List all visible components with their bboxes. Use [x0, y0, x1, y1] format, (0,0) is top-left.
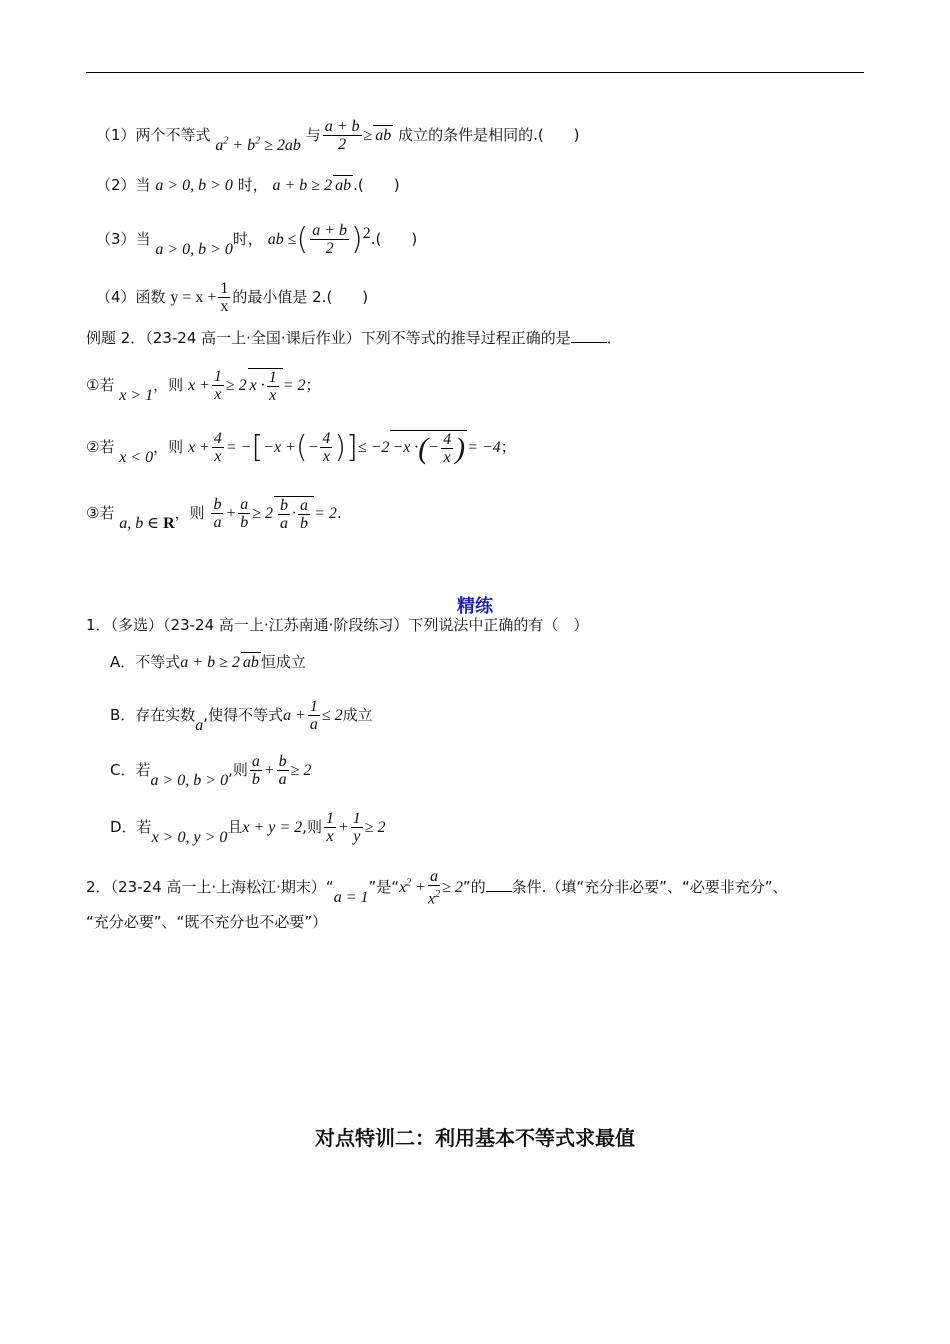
question-1-option-a: A．不等式a + b ≥ 2 ab 恒成立	[110, 653, 306, 671]
section-heading: 对点特训二：利用基本不等式求最值	[315, 1126, 635, 1150]
example-2-stem: 例题 2．（23-24 高一上·全国·课后作业）下列不等式的推导过程正确的是 ．	[86, 329, 622, 347]
example-2-option-1: ①若 x > 1，则 x + $\frac{1}{x}$ ≥ 2 x · $\frac{1}{x}$ = 2；	[86, 368, 321, 405]
question-1-option-b: B．存在实数a,使得不等式a + $\frac{1}{a}$ ≤ 2成立	[110, 698, 373, 734]
question-2-line-1: 2．（23-24 高一上·上海松江·期末）“a = 1”是“$x^2$ + $\frac{a}{x^2}$ ≥ 2”的 条件.（填“充分非必要”、“必要非充分”、	[86, 868, 788, 908]
question-1-option-d: D．若x > 0, y > 0且x + y = 2,则 $\frac{1}{x}$ + $\frac{1}{y}$ ≥ 2	[110, 810, 386, 846]
question-1-option-c: C．若a > 0, b > 0,则 $\frac{a}{b}$ + $\frac{b}{a}$ ≥ 2	[110, 753, 312, 789]
item-3: （3）当 a > 0, b > 0时， ab ≤( $\frac{a + b}{2}$ )$^2$.( )	[96, 221, 418, 258]
example-2-option-3: ③若 a, b ∈ R，则 $\frac{b}{a}$ + $\frac{a}{b}$ ≥ 2 $\frac{b}{a}$ · $\frac{a}{b}$ = 2.	[86, 496, 342, 533]
section-label: 精练	[457, 596, 493, 617]
item-4: （4）函数 y = x + $\frac{1}{x}$ 的最小值是 2.( )	[96, 280, 369, 315]
item-1: （1）两个不等式 $a^2 + b^2 \ge 2ab$ 与 $\frac{a + b}{2}$ ≥ ab 成立的条件是相同的.( )	[96, 118, 580, 154]
header-rule	[86, 72, 864, 73]
question-2-line-2: “充分必要”、“既不充分也不必要”）	[86, 913, 328, 931]
question-1-stem: 1．（多选）（23-24 高一上·江苏南通·阶段练习）下列说法中正确的有（ ）	[86, 616, 589, 634]
example-2-option-2: ②若 x < 0，则 x + $\frac{4}{x}$ = −[−x +(− $\frac{4}{x}$ )]≤ −2 −x ·(− $\frac{4}{x}$ ) = −4；	[86, 429, 516, 467]
item-2: （2）当 a > 0, b > 0 时， a + b ≥ 2 ab .( )	[96, 176, 400, 194]
